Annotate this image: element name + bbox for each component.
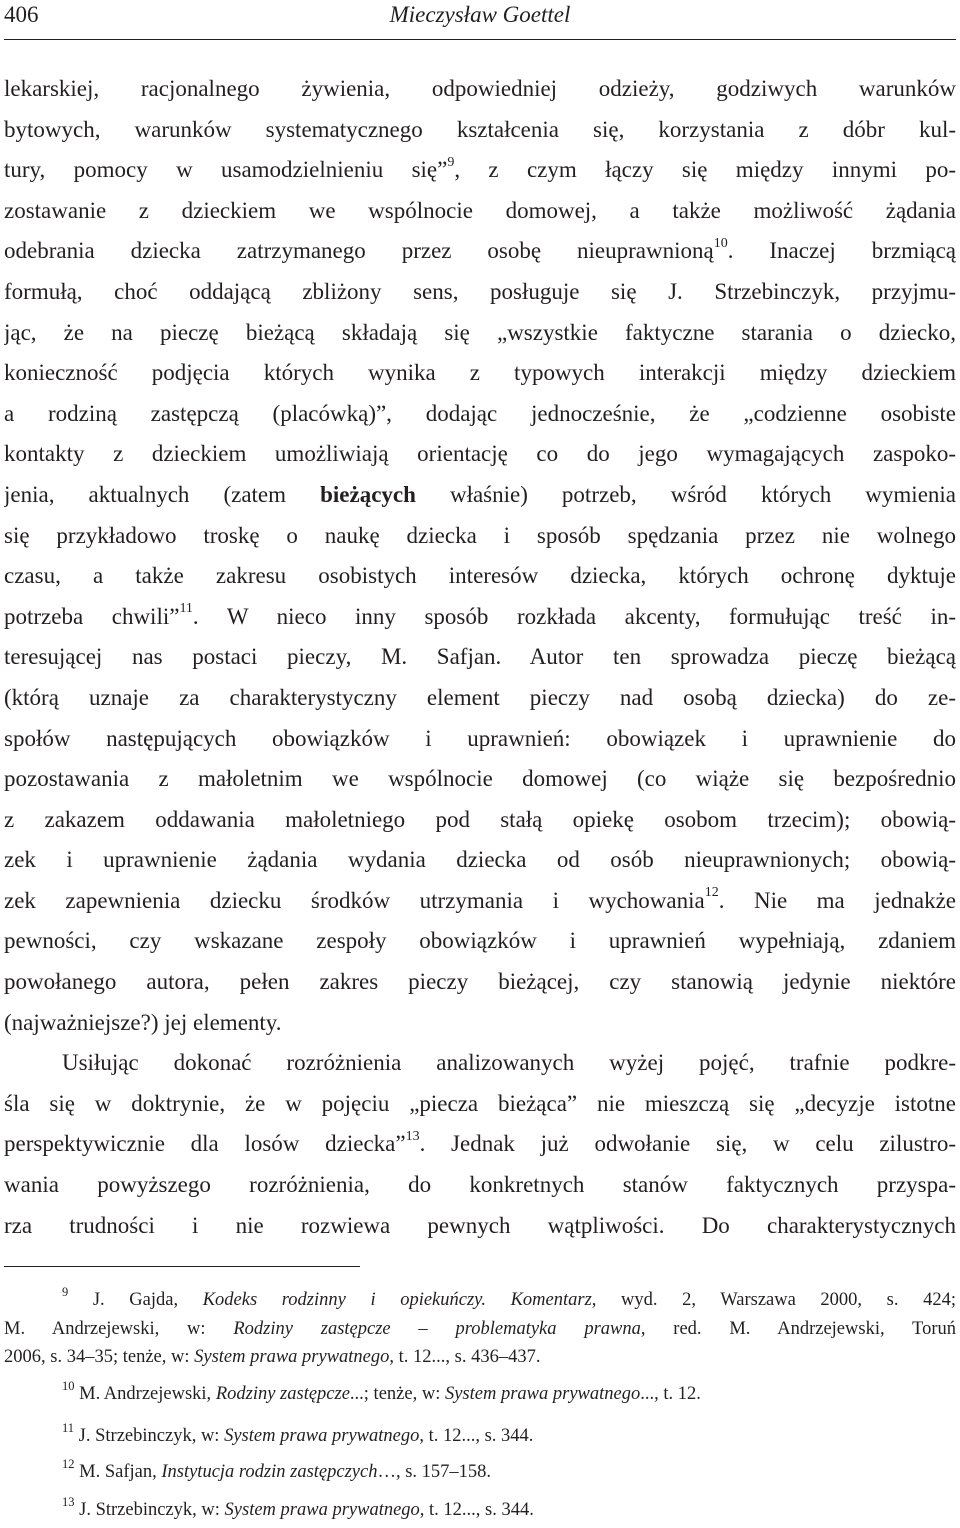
running-title: Mieczysław Goettel bbox=[389, 2, 571, 27]
text-line: rza trudności i nie rozwiewa pewnych wątpliwości. Do charakterystycznych bbox=[4, 1212, 956, 1238]
text-line: potrzeba chwili”$^{11}$. W nieco inny sposób rozkłada akcenty, formułując treść in- bbox=[4, 601, 956, 629]
footnote-13: $^{13}$ J. Strzebinczyk, w: System prawa prywatnego, t. 12..., s. 344. bbox=[62, 1496, 534, 1520]
text-line: odebrania dziecka zatrzymanego przez osobę nieuprawnioną$^{10}$. Inaczej brzmiącą bbox=[4, 235, 956, 264]
footnote-ref: 10 bbox=[713, 235, 728, 251]
footnote-ref: 9 bbox=[447, 154, 455, 170]
text-line: formułą, choć oddającą zbliżony sens, posługuje się J. Strzebinczyk, przyjmu- bbox=[4, 278, 956, 304]
text-line: zek i uprawnienie żądania wydania dziecka od osób nieuprawnionych; obowią- bbox=[4, 847, 956, 873]
footnote-ref: 11 bbox=[179, 601, 193, 617]
header-rule bbox=[4, 39, 956, 40]
text-line: konieczność podjęcia których wynika z typowych interakcji między dzieckiem bbox=[4, 360, 956, 386]
text-line: perspektywicznie dla losów dziecka”$^{13}$. Jednak już odwołanie się, w celu zilustro- bbox=[4, 1128, 956, 1157]
text-line: z zakazem oddawania małoletniego pod stałą opiekę osobom trzecim); obowią- bbox=[4, 806, 956, 832]
text-line: teresującej nas postaci pieczy, M. Safjan. Autor ten sprowadza pieczę bieżącą bbox=[4, 644, 956, 670]
text-line: zek zapewnienia dziecku środków utrzymania i wychowania$^{12}$. Nie ma jednakże bbox=[4, 885, 956, 913]
text-line: a rodziną zastępczą (placówką)”, dodając jednocześnie, że „codzienne osobiste bbox=[4, 400, 956, 426]
footnote-separator bbox=[4, 1266, 360, 1267]
text-line: społów następujących obowiązków i uprawnień: obowiązek i uprawnienie do bbox=[4, 725, 956, 751]
footnote-ref: 12 bbox=[704, 885, 719, 901]
text-line: kontakty z dzieckiem umożliwiają orientację co do jego wymagających zaspoko- bbox=[4, 441, 956, 467]
bold-term: bieżących bbox=[320, 481, 416, 507]
footnote-9: $^9$ J. Gajda, Kodeks rodzinny i opiekuńczy. Komentarz, wyd. 2, Warszawa 2000, s. 424; M. Andrzejewski, w: Rodziny zastępcze – problematyka prawna, red. M. Andrzejewski, Toruń 2006, s. 34–35; tenże, w: System prawa prywatnego, t. 12..., s. 436–437. bbox=[4, 1286, 956, 1367]
text-line: czasu, a także zakresu osobistych interesów dziecka, których ochronę dyktuje bbox=[4, 563, 956, 589]
text-line: wania powyższego rozróżnienia, do konkretnych stanów faktycznych przyspa- bbox=[4, 1172, 956, 1198]
text-line: śla się w doktrynie, że w pojęciu „piecza bieżąca” nie mieszczą się „decyzje istotne bbox=[4, 1090, 956, 1116]
footnote-number: 10 bbox=[62, 1380, 75, 1393]
text-line: jenia, aktualnych (zatem bieżących właśnie) potrzeb, wśród których wymienia bbox=[4, 481, 956, 507]
text-line: się przykładowo troskę o naukę dziecka i sposób spędzania przez nie wolnego bbox=[4, 522, 956, 548]
text-line: zostawanie z dzieckiem we wspólnocie domowej, a także możliwość żądania bbox=[4, 197, 956, 223]
footnote-number: 11 bbox=[62, 1422, 75, 1435]
page-number: 406 bbox=[4, 2, 39, 27]
text-line: tury, pomocy w usamodzielnieniu się”$^9$, z czym łączy się między innymi po- bbox=[4, 154, 956, 183]
footnote-ref: 13 bbox=[405, 1128, 420, 1144]
text-line: pozostawania z małoletnim we wspólnocie domowej (co wiąże się bezpośrednio bbox=[4, 766, 956, 792]
footnote-11: $^{11}$ J. Strzebinczyk, w: System prawa prywatnego, t. 12..., s. 344. bbox=[62, 1422, 534, 1446]
text-line: pewności, czy wskazane zespoły obowiązków i uprawnień wypełniają, zdaniem bbox=[4, 928, 956, 954]
text-line: lekarskiej, racjonalnego żywienia, odpowiedniej odzieży, godziwych warunków bbox=[4, 76, 956, 101]
page-header bbox=[0, 0, 960, 40]
footnote-number: 13 bbox=[62, 1496, 75, 1509]
text-line: powołanego autora, pełen zakres pieczy bieżącej, czy stanowią jedynie niektóre bbox=[4, 969, 956, 995]
text-line: jąc, że na pieczę bieżącą składają się „wszystkie faktyczne starania o dziecko, bbox=[4, 319, 956, 345]
footnote-12: $^{12}$ M. Safjan, Instytucja rodzin zastępczych…, s. 157–158. bbox=[62, 1458, 492, 1482]
text-line: bytowych, warunków systematycznego kształcenia się, korzystania z dóbr kul- bbox=[4, 116, 956, 142]
footnote-number: 9 bbox=[62, 1286, 69, 1299]
text-line: Usiłując dokonać rozróżnienia analizowanych wyżej pojęć, trafnie podkre- bbox=[62, 1050, 956, 1076]
footnote-number: 12 bbox=[62, 1458, 75, 1471]
main-text bbox=[4, 69, 956, 1246]
footnote-10: $^{10}$ M. Andrzejewski, Rodziny zastępcze...; tenże, w: System prawa prywatnego..., t. 12. bbox=[62, 1380, 701, 1404]
text-line: (którą uznaje za charakterystyczny element pieczy nad osobą dziecka) do ze- bbox=[4, 684, 956, 710]
text-line: (najważniejsze?) jej elementy. bbox=[4, 1009, 282, 1035]
